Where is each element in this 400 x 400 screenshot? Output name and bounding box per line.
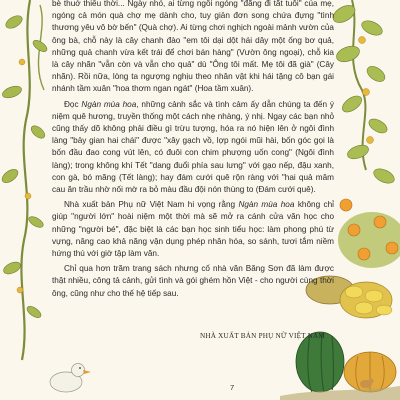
book-title-italic: Ngàn mùa hoa bbox=[238, 200, 295, 210]
paragraph-2 bbox=[52, 99, 334, 197]
publisher-signature: NHÀ XUẤT BẢN PHỤ NỮ VIỆT NAM bbox=[200, 332, 325, 340]
book-title-italic: Ngàn mùa hoa bbox=[81, 99, 137, 109]
paragraph-4-text: Chỉ qua hơn trăm trang sách nhưng cố nhà văn Băng Sơn đã làm được thật nhiều, công tả cảnh, gửi tình và gói ghém hồn Việt - cho người cùng thời ông, cũng như cho thế hệ tiếp sau. bbox=[52, 264, 334, 298]
paragraph-3-text-a: Nhà xuất bản Phụ nữ Việt Nam hi vọng rằng bbox=[64, 200, 239, 210]
paragraph-2-text-b: , những cảnh sắc và tình cảm ấy dẫn chúng ta đến ý niệm quê hương, truyền thống một cách nhẹ nhàng, ý nhị. Ngay các bạn nhỏ cũng thấy dõ không phải điều gì trừu tượng, hóa ra nó hiện lên ở ngôi đình làng "bảy gian hai chái" được "xây gạch vồ, lợp ngói mũi hài, bốn góc gọi là bốn đầu đao cong vút lên, có đuôi con chim phượng uốn cong" (Ngôi đình làng); trong không khí Tết "dang đuổi phía sau lưng" với gạo nếp, đậu xanh, con gà, bó măng (Tết làng); hay đám cưới quê rộn ràng với "hai quả mâm cau ăn trầu nhờ nối mờ ra bỏ màu đầu đội nón thùng to (Đám cưới quê). bbox=[52, 99, 334, 195]
paragraph-4 bbox=[52, 263, 334, 300]
page-number: 7 bbox=[230, 383, 235, 392]
paragraph-1-text: bè thuở thiếu thời... Ngày nhỏ, ai từng ngồi ngóng "đăng đi tắt tuôi" của mẹ, ngóng cả món quà chợ mẹ dành cho, tuy giản đơn song chứa đựng "tình thương yêu vô bờ bến" (Quà chợ). Ai từng chơi nghịch ngoài mảnh vườn của ông bà, chỗ này là cây chanh đào "em tôi dại dột hái dây một ống bơ quả, những quả chanh vừa kết trái để chơi bán hàng" (Vườn ông ngoại), chỗ kia là cây nhãn "vẫn còn và vẫn cho quả" dù "Ông tôi mất. Mẹ tôi đã già" (Cây nhãn). Rồi nữa, lòng ta ngượng nghịu theo nhân vật khi hái tặng cô bạn gái nhánh tầm xuân "hoa thơm ngan ngát" (Hoa tầm xuân). bbox=[52, 0, 334, 94]
paragraph-3-text-b: không chỉ giúp "người lớn" hoài niệm một thời mà sẽ mở ra cánh cửa văn học cho những "người bé", đặc biệt là các bạn học sinh tiểu học: làm phong phú từ vựng, nâng cao khả năng vận dụng phép nhân hóa, so sánh, tươi tắm niềm hứng thú với giờ tập làm văn. bbox=[52, 200, 334, 259]
paragraph-2-text-a: Đọc bbox=[64, 99, 82, 109]
main-text bbox=[52, 0, 334, 303]
paragraph-1 bbox=[52, 0, 334, 96]
paragraph-3 bbox=[52, 199, 334, 260]
